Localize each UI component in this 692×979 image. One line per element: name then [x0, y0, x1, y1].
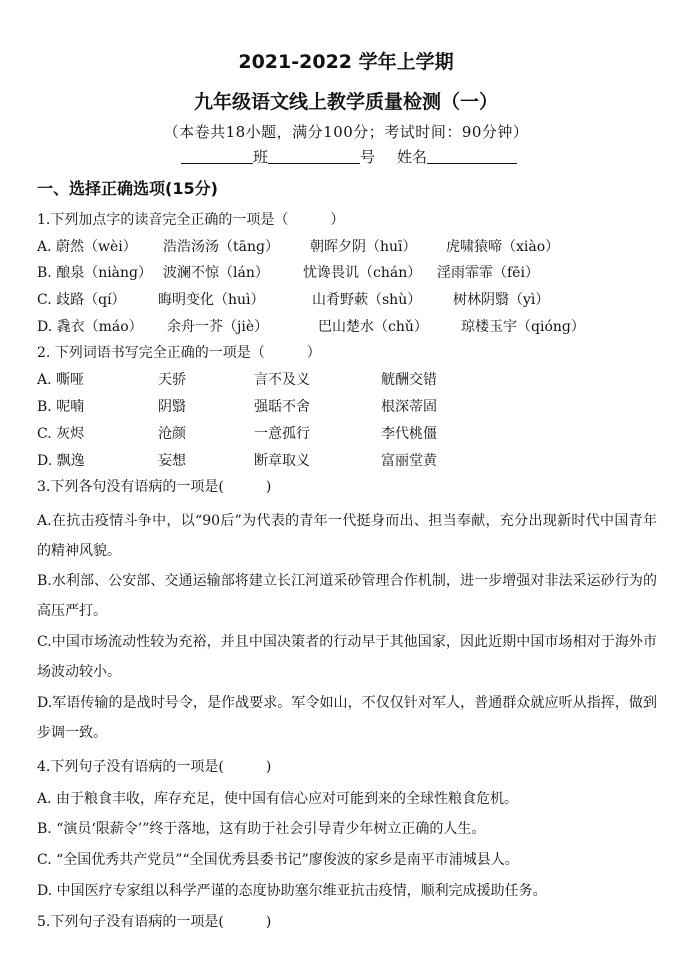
- q2-option-c-3: 一意孤行: [254, 426, 310, 442]
- q4-option-a: A. 由于粮食丰收，库存充足，使中国有信心应对可能到来的全球性粮食危机。: [37, 791, 519, 807]
- q2-option-d-4: 富丽堂黄: [381, 453, 437, 469]
- q1-option-b-3: 忧谗畏讥（chán）: [303, 265, 422, 281]
- q1-option-d-3: 巴山楚水（chǔ）: [318, 319, 428, 335]
- name-label: 姓名: [397, 148, 428, 166]
- q2-option-b-1: B. 呢喃: [37, 399, 85, 415]
- question-4-stem: 4.下列句子没有语病的一项是( ): [37, 759, 272, 775]
- q1-option-a-3: 朝晖夕阴（huī）: [310, 239, 417, 255]
- exam-note: （本卷共18小题，满分100分；考试时间：90分钟）: [163, 123, 529, 141]
- q2-option-d-1: D. 飘逸: [37, 453, 85, 469]
- q2-option-b-2: 阴翳: [158, 399, 186, 415]
- section-heading: 一、选择正确选项(15分): [37, 179, 218, 198]
- number-label: 号: [360, 148, 376, 166]
- class-label: 班: [253, 148, 269, 166]
- name-blank[interactable]: [427, 148, 517, 164]
- q1-option-c-2: 晦明变化（huì）: [158, 292, 265, 308]
- q1-option-d-4: 琼楼玉宇（qiónɡ）: [461, 319, 585, 335]
- question-3-stem: 3.下列各句没有语病的一项是( ): [37, 479, 272, 495]
- q1-option-b-1: B. 酿泉（niànɡ）: [37, 265, 153, 281]
- q1-option-a-1: A. 蔚然（wèi）: [37, 239, 137, 255]
- q2-option-a-3: 言不及义: [254, 372, 310, 388]
- q1-option-c-1: C. 歧路（qí）: [37, 292, 126, 308]
- q2-option-d-3: 断章取义: [254, 453, 310, 469]
- exam-title: 2021-2022 学年上学期: [238, 51, 454, 73]
- q1-option-d-2: 余舟一芥（jiè）: [167, 319, 269, 335]
- q3-option-a: A.在抗击疫情斗争中，以“90后”为代表的青年一代挺身而出、担当奉献，充分出现新时代中国青年的精神风貌。: [37, 513, 657, 559]
- q2-option-d-2: 妄想: [158, 453, 186, 469]
- q4-option-c: C. “全国优秀共产党员”“全国优秀县委书记”廖俊波的家乡是南平市浦城县人。: [37, 852, 519, 868]
- q1-option-d-1: D. 毳衣（máo）: [37, 319, 143, 335]
- q1-option-a-2: 浩浩汤汤（tānɡ）: [163, 239, 279, 255]
- q2-option-c-4: 李代桃僵: [381, 426, 437, 442]
- question-2-stem: 2. 下列词语书写完全正确的一项是（ ）: [37, 345, 321, 361]
- q3-option-b: B.水利部、公安部、交通运输部将建立长江河道采砂管理合作机制，进一步增强对非法采运砂行为的高压严打。: [37, 573, 657, 619]
- q2-option-b-4: 根深蒂固: [381, 399, 437, 415]
- question-5-stem: 5.下列句子没有语病的一项是( ): [37, 914, 272, 930]
- q4-option-b: B. “演员‘限薪令’”终于落地，这有助于社会引导青少年树立正确的人生。: [37, 821, 486, 837]
- q1-option-c-4: 树林阴翳（yì）: [453, 292, 550, 308]
- q3-option-c: C.中国市场流动性较为充裕，并且中国决策者的行动早于其他国家，因此近期中国市场相对于海外市场波动较小。: [37, 634, 657, 680]
- q1-option-a-4: 虎啸猿啼（xiào）: [446, 239, 560, 255]
- exam-subtitle: 九年级语文线上教学质量检测（一）: [193, 91, 498, 113]
- q1-option-b-4: 淫雨霏霏（fēi）: [437, 265, 539, 281]
- q2-option-a-1: A. 嘶哑: [37, 372, 85, 388]
- q3-option-d: D.军语传输的是战时号令，是作战要求。军令如山，不仅仅针对军人，普通群众就应听从指挥，做到步调一致。: [37, 695, 657, 741]
- question-1-stem: 1.下列加点字的读音完全正确的一项是（ ）: [37, 212, 345, 228]
- q2-option-a-2: 天骄: [158, 372, 186, 388]
- q4-option-d: D. 中国医疗专家组以科学严谨的态度协助塞尔维亚抗击疫情，顺利完成援助任务。: [37, 883, 547, 899]
- q2-option-b-3: 强聒不舍: [254, 399, 310, 415]
- q2-option-c-2: 沧颜: [158, 426, 186, 442]
- q1-option-c-3: 山肴野蔌（shù）: [312, 292, 422, 308]
- number-blank[interactable]: [268, 148, 360, 164]
- student-info-line: [181, 146, 517, 167]
- q2-option-c-1: C. 灰烬: [37, 426, 85, 442]
- class-blank[interactable]: [181, 148, 253, 164]
- q1-option-b-2: 波澜不惊（lán）: [163, 265, 269, 281]
- q2-option-a-4: 觥酬交错: [381, 372, 437, 388]
